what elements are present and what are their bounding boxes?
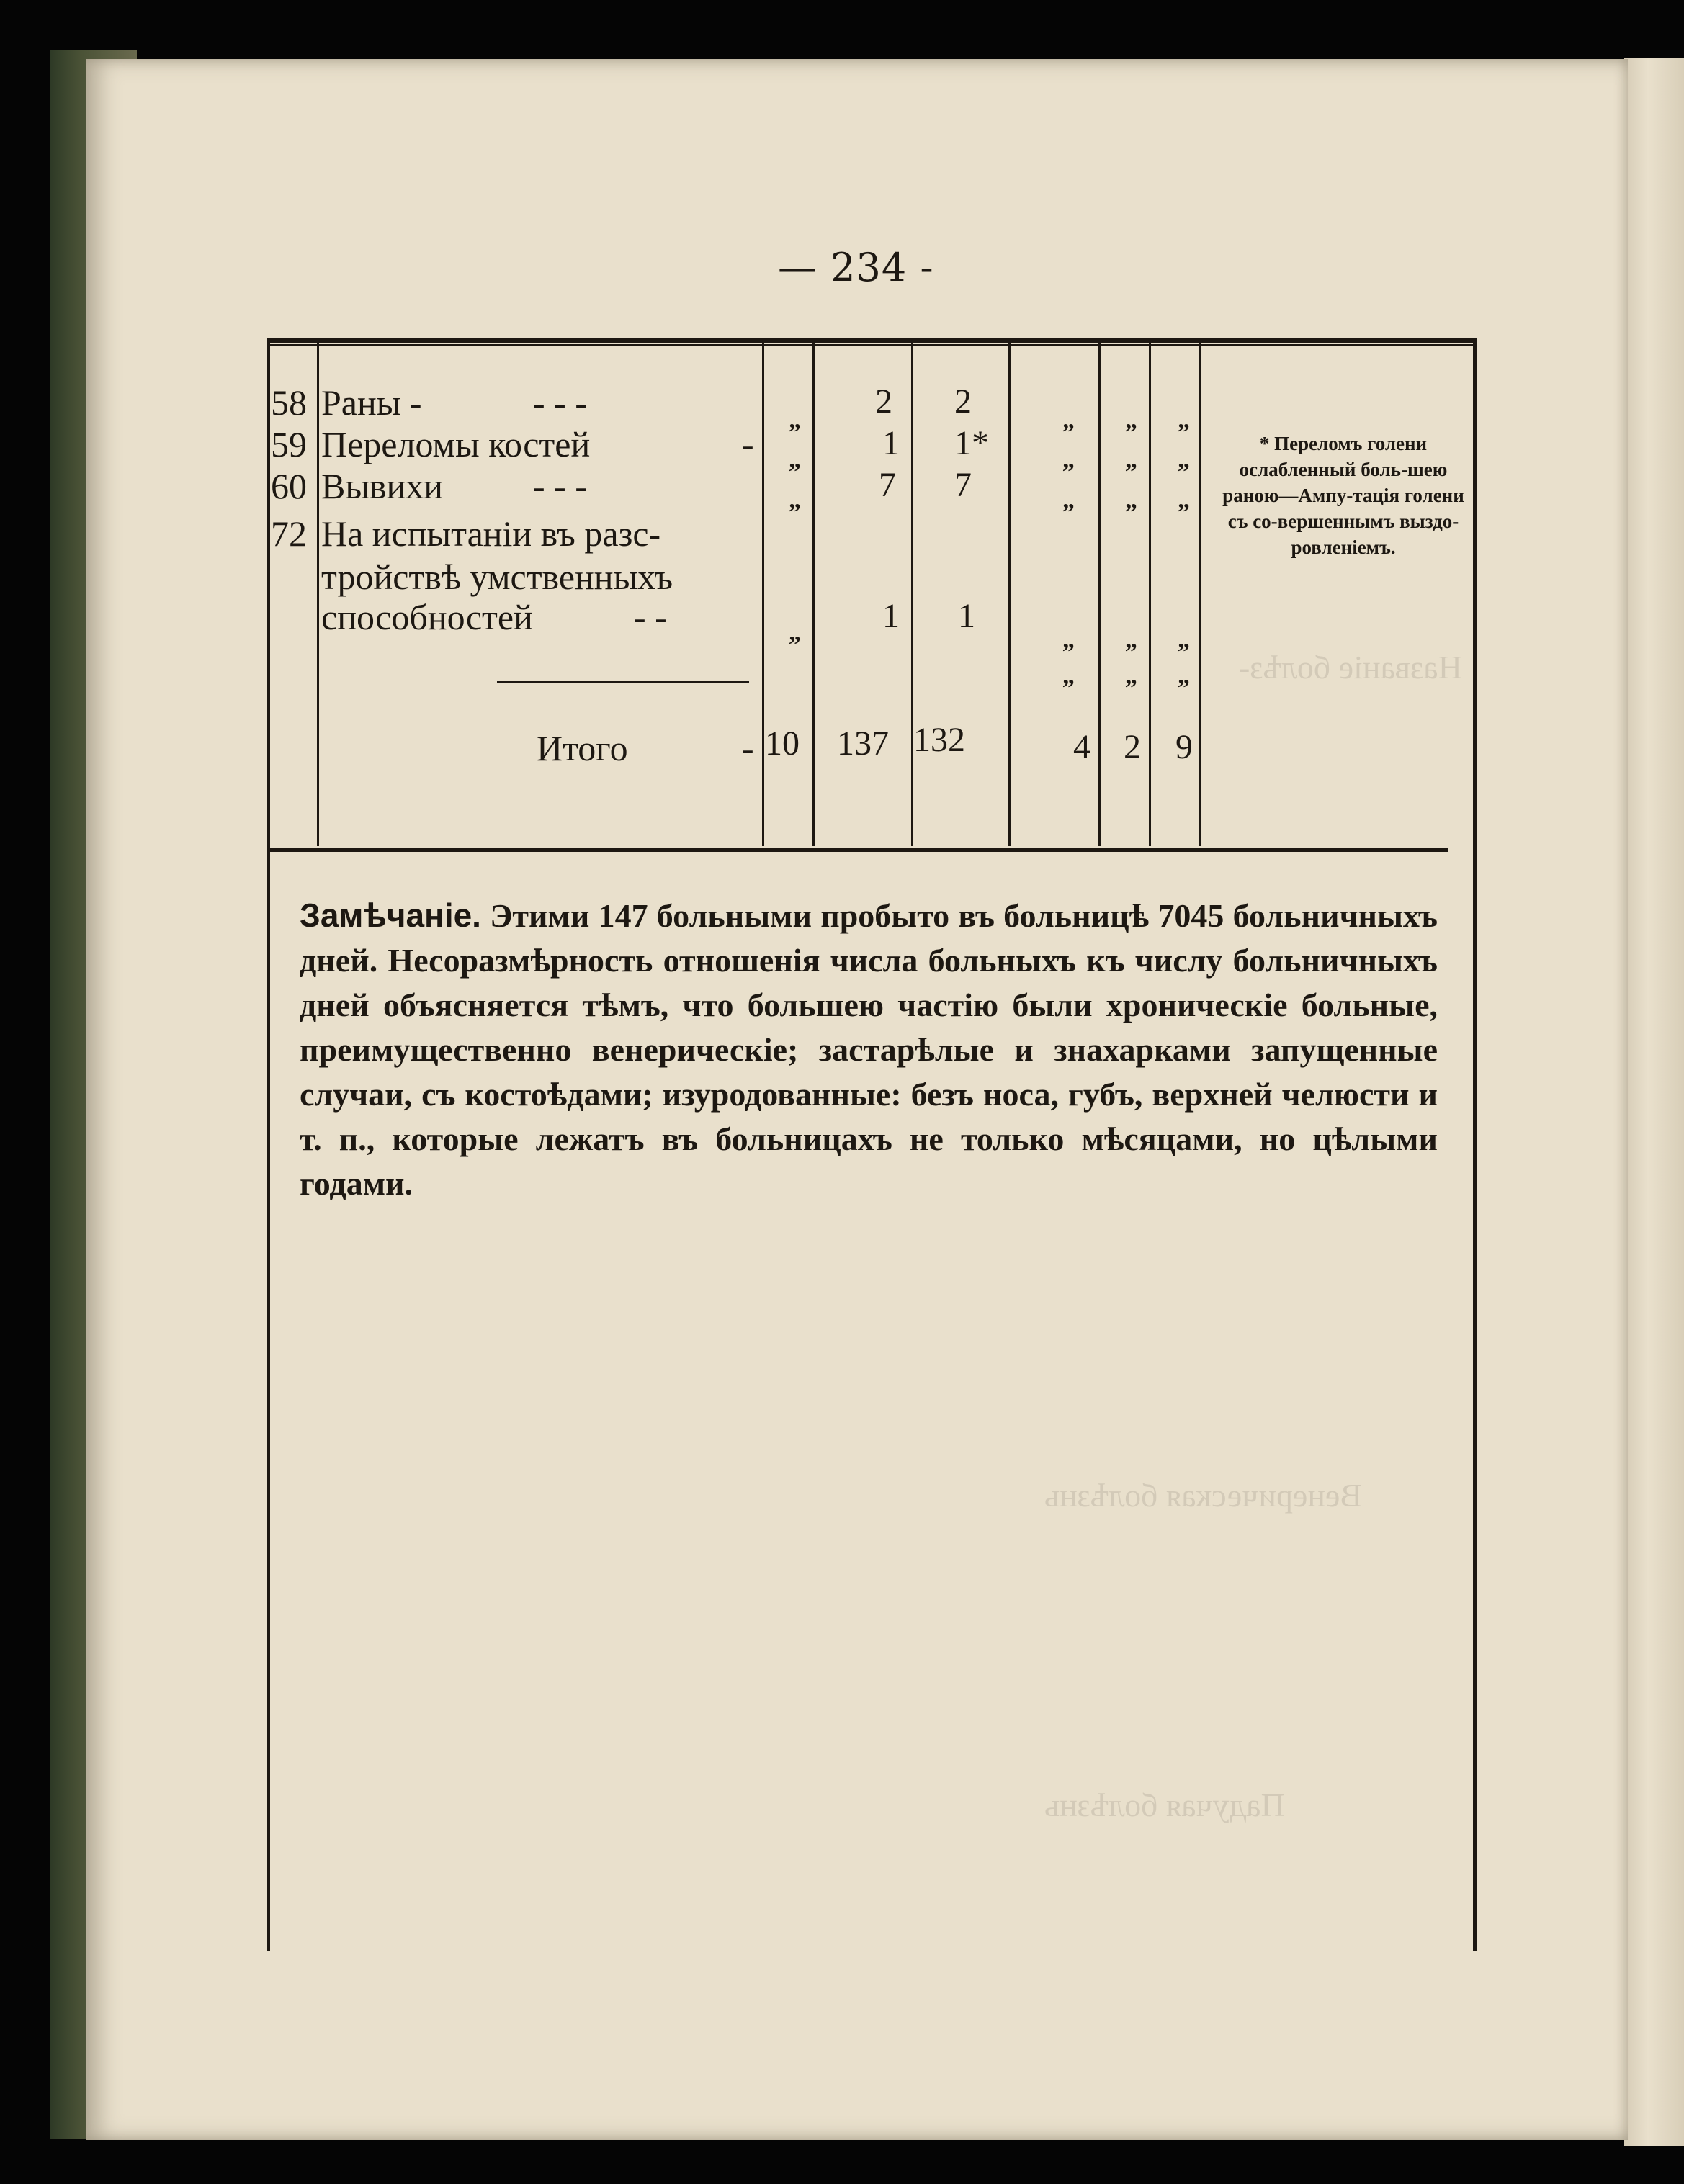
ditto-mark: „ <box>789 446 801 473</box>
disease-name: Раны - <box>321 382 422 423</box>
disease-name: Вывихи <box>321 466 444 506</box>
leader-dashes: - <box>742 424 754 464</box>
ditto-mark: „ <box>1125 487 1137 513</box>
total-value: 10 <box>765 724 800 763</box>
page-frame-right <box>1473 338 1477 1951</box>
column-divider <box>1098 342 1101 846</box>
cell-value: 7 <box>954 466 972 504</box>
column-divider <box>1008 342 1011 846</box>
column-divider <box>1149 342 1151 846</box>
column-divider <box>911 342 913 846</box>
ditto-mark: „ <box>1062 626 1075 653</box>
page-number: — 234 - <box>778 245 934 290</box>
column-divider <box>762 342 764 846</box>
row-number: 72 <box>271 513 307 554</box>
row-number: 59 <box>271 424 307 464</box>
ditto-mark: „ <box>1125 446 1137 473</box>
table-top-rule <box>267 344 1477 346</box>
column-divider <box>317 342 319 846</box>
page-frame-left <box>267 338 270 1951</box>
ditto-mark: „ <box>1062 662 1075 689</box>
total-label: Итого <box>537 728 628 768</box>
ditto-mark: „ <box>1178 662 1190 689</box>
leader-dashes: - <box>742 728 754 768</box>
cell-value: 1 <box>882 424 900 462</box>
cell-value: 7 <box>879 466 896 504</box>
show-through-text: Падучая болѣзнь <box>1044 1787 1285 1823</box>
ditto-mark: „ <box>1178 626 1190 653</box>
ditto-mark: „ <box>789 487 801 513</box>
ditto-mark: „ <box>1062 446 1075 473</box>
remark-paragraph <box>300 893 1438 1206</box>
disease-name-continued: тройствѣ умственныхъ <box>321 557 673 597</box>
table-footnote: * Переломъ голени ослабленный боль-шею раною—Ампу-тацiя голени съ со-вершеннымъ выздо-ровленiемъ. <box>1222 433 1464 558</box>
ditto-mark: „ <box>1125 626 1137 653</box>
ditto-mark: „ <box>1062 407 1075 433</box>
total-value: 2 <box>1124 728 1141 766</box>
ditto-mark: „ <box>1125 407 1137 433</box>
total-value: 132 <box>913 721 965 759</box>
show-through-text: Венерическая болѣзнь <box>1044 1477 1363 1514</box>
remark-text: Этими 147 больными пробыто въ больницѣ 7045 больничныхъ дней. Несоразмѣрность отношенiя числа больныхъ къ числу больничныхъ дней объясняется тѣмъ, что большею частiю были хроническiе больные, преимущественно венерическiе; застарѣлые и знахарками запущенные случаи, съ костоѣдами; изуродованные: безъ носа, губъ, верхней челюсти и т. п., которые лежатъ въ больницахъ не только мѣсяцами, но цѣлыми годами. <box>300 897 1438 1202</box>
ditto-mark: „ <box>1062 487 1075 513</box>
total-value: 4 <box>1073 728 1090 766</box>
column-divider <box>812 342 815 846</box>
leader-dashes: - - <box>634 597 667 637</box>
adjacent-page-edge <box>1624 58 1684 2146</box>
ditto-mark: „ <box>1178 446 1190 473</box>
table-bottom-rule <box>267 848 1448 852</box>
row-number: 60 <box>271 466 307 506</box>
sum-rule <box>497 681 749 683</box>
disease-name-continued: способностей <box>321 597 533 637</box>
leader-dashes: - - - <box>533 466 587 506</box>
cell-value: 1* <box>954 424 989 462</box>
leader-dashes: - - - <box>533 382 587 423</box>
show-through-text: Названiе болѣз- <box>1239 649 1462 686</box>
disease-name: Переломы костей <box>321 424 591 464</box>
table-top-rule <box>267 338 1477 343</box>
ditto-mark: „ <box>789 619 801 646</box>
ditto-mark: „ <box>1178 487 1190 513</box>
total-value: 9 <box>1175 728 1193 766</box>
column-divider <box>1199 342 1201 846</box>
disease-name: На испытанiи въ разс- <box>321 513 661 554</box>
row-number: 58 <box>271 382 307 423</box>
remark-heading: Замѣчанiе. <box>300 896 481 934</box>
cell-value: 1 <box>882 597 900 635</box>
cell-value: 2 <box>875 382 892 421</box>
cell-value: 2 <box>954 382 972 421</box>
cell-value: 1 <box>958 597 975 635</box>
total-value: 137 <box>837 724 889 763</box>
ditto-mark: „ <box>1125 662 1137 689</box>
ditto-mark: „ <box>1178 407 1190 433</box>
ditto-mark: „ <box>789 407 801 433</box>
